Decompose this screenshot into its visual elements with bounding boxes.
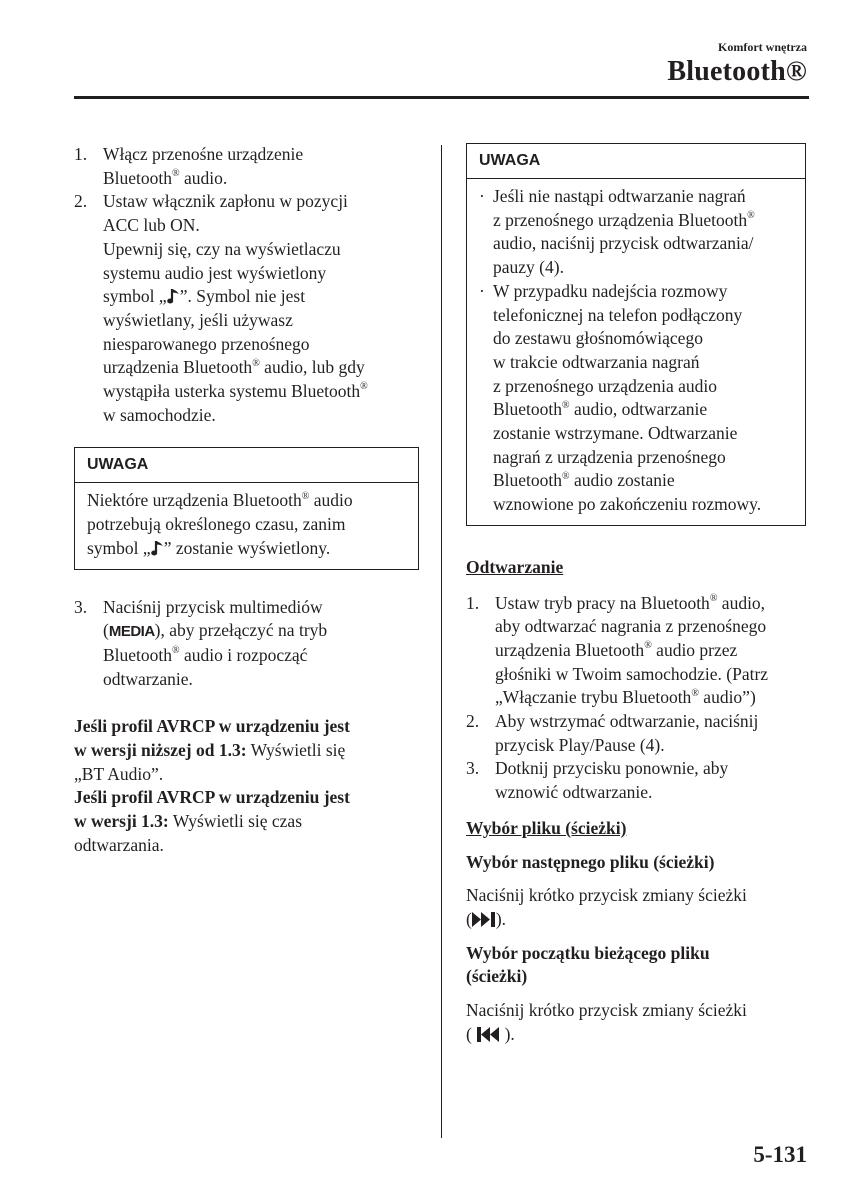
body-text: Naciśnij krótko przycisk zmiany ścieżki: [466, 1000, 747, 1021]
avrcp-condition: w wersji niższej od 1.3:: [74, 740, 247, 761]
step-text: Upewnij się, czy na wyświetlaczu: [103, 238, 341, 259]
step-text: audio przez: [651, 639, 738, 660]
step-text: aby odtwarzać nagrania z przenośnego: [495, 616, 767, 637]
avrcp-13: [74, 786, 419, 857]
step-text: Ustaw tryb pracy na Bluetooth: [495, 592, 710, 613]
note-text: audio zostanie: [569, 470, 675, 491]
playback-step-3: [466, 757, 806, 804]
step-text: Bluetooth: [103, 167, 173, 188]
registered-mark: ®: [562, 399, 570, 411]
note-text: Bluetooth: [493, 470, 563, 491]
body-text: ).: [495, 908, 507, 929]
section-heading-playback: Odtwarzanie: [466, 556, 564, 577]
registered-mark: ®: [360, 381, 368, 393]
avrcp-result: Wyświetli się czas: [168, 811, 303, 832]
step-text: systemu audio jest wyświetlony: [103, 262, 327, 283]
registered-mark: ®: [252, 357, 260, 369]
page-number: 5-131: [753, 1142, 807, 1167]
step-text: audio i rozpocząć: [179, 644, 308, 665]
step-text: urządzenia Bluetooth: [103, 357, 253, 378]
subheading-text: Wybór początku bieżącego pliku: [466, 942, 710, 963]
step-text: niesparowanego przenośnego: [103, 333, 310, 354]
step-text: wyświetlany, jeśli używasz: [103, 309, 293, 330]
header-rule: [74, 96, 809, 99]
previous-track-icon: [476, 1027, 500, 1042]
note-text: Niektóre urządzenia Bluetooth: [87, 490, 302, 511]
registered-mark: ®: [172, 645, 180, 657]
registered-mark: ®: [709, 592, 718, 604]
step-text: odtwarzanie.: [103, 668, 193, 689]
note-text: W przypadku nadejścia rozmowy: [493, 280, 728, 301]
step-text: Ustaw włącznik zapłonu w pozycji: [103, 191, 348, 212]
step-text: wystąpiła usterka systemu Bluetooth: [103, 381, 361, 402]
step-text: audio”): [698, 687, 756, 708]
note-text: nagrań z urządzenia przenośnego: [493, 446, 726, 467]
avrcp-condition: Jeśli profil AVRCP w urządzeniu jest: [74, 716, 350, 737]
step-text: audio,: [717, 592, 766, 613]
subheading-next-file: Wybór następnego pliku (ścieżki): [466, 851, 715, 872]
registered-mark: ®: [747, 209, 755, 221]
note-text: audio, naciśnij przycisk odtwarzania/: [493, 233, 754, 254]
note-text: Jeśli nie nastąpi odtwarzanie nagrań: [493, 186, 746, 206]
start-of-file-text: [466, 999, 806, 1046]
media-steps: [74, 596, 419, 692]
note-box: [466, 143, 806, 526]
setup-steps: [74, 143, 419, 427]
playback-step-2: [466, 710, 806, 757]
step-text: (: [103, 620, 109, 641]
step-text: ”. Symbol nie jest: [179, 286, 306, 307]
note-bullets: [477, 185, 793, 517]
step-number: 2.: [74, 191, 88, 212]
page-title: Bluetooth®: [667, 56, 807, 87]
note-text: symbol „: [87, 537, 151, 558]
left-column: [74, 143, 419, 858]
body-text: (: [466, 1023, 477, 1044]
body-text: (: [466, 908, 472, 929]
avrcp-condition: w wersji 1.3:: [74, 811, 169, 832]
note-text: zostanie wstrzymane. Odtwarzanie: [493, 423, 738, 444]
avrcp-below-13: [74, 715, 419, 786]
avrcp-result: odtwarzania.: [74, 834, 164, 855]
note-text: telefonicznej na telefon podłączony: [493, 304, 743, 325]
note-text: z przenośnego urządzenia audio: [493, 375, 717, 396]
body-text: ).: [500, 1023, 515, 1044]
note-text: do zestawu głośnomówiącego: [493, 328, 703, 349]
media-button-label: MEDIA: [108, 623, 155, 641]
note-text: audio: [309, 490, 353, 511]
playback-step-1: [466, 592, 806, 711]
note-body: [467, 179, 805, 525]
step-text: ACC lub ON.: [103, 215, 200, 236]
step-text: Bluetooth: [103, 644, 173, 665]
step-3: [74, 596, 419, 692]
note-box: [74, 447, 419, 569]
section-heading-file-select: Wybór pliku (ścieżki): [466, 817, 627, 838]
step-text: w samochodzie.: [103, 404, 216, 425]
step-number: 3.: [466, 758, 480, 779]
step-text: wznowić odtwarzanie.: [495, 782, 653, 803]
note-text: ” zostanie wyświetlony.: [163, 537, 331, 558]
step-number: 3.: [74, 596, 88, 617]
step-text: Naciśnij przycisk multimediów: [103, 596, 323, 617]
note-body: [75, 483, 418, 568]
note-text: z przenośnego urządzenia Bluetooth: [493, 209, 748, 230]
avrcp-result: Wyświetli się: [246, 740, 346, 761]
step-1: [74, 143, 419, 190]
step-number: 1.: [74, 144, 88, 164]
right-column: [466, 143, 806, 1047]
step-number: 2.: [466, 711, 480, 732]
step-text: audio.: [179, 167, 228, 188]
step-number: 1.: [466, 592, 480, 613]
step-text: Aby wstrzymać odtwarzanie, naciśnij: [495, 711, 759, 732]
step-text: Włącz przenośne urządzenie: [103, 144, 304, 164]
column-divider: [441, 145, 442, 1138]
section-title: Komfort wnętrza: [718, 40, 807, 54]
music-note-icon: [167, 288, 180, 305]
step-text: przycisk Play/Pause (4).: [495, 734, 665, 755]
step-text: ), aby przełączyć na tryb: [154, 620, 328, 641]
note-text: wznowione po zakończeniu rozmowy.: [493, 494, 762, 515]
step-text: Dotknij przycisku ponownie, aby: [495, 758, 729, 779]
registered-mark: ®: [301, 490, 310, 502]
subheading-text: (ścieżki): [466, 966, 528, 987]
note-heading: UWAGA: [467, 144, 805, 179]
next-file-text: [466, 884, 806, 931]
registered-mark: ®: [172, 167, 180, 179]
note-text: w trakcie odtwarzania nagrań: [493, 351, 700, 372]
note-heading: UWAGA: [75, 448, 418, 483]
avrcp-result: „BT Audio”.: [74, 763, 164, 784]
note-text: pauzy (4).: [493, 257, 564, 278]
playback-steps: [466, 592, 806, 805]
step-text: „Włączanie trybu Bluetooth: [495, 687, 692, 708]
step-text: głośniki w Twoim samochodzie. (Patrz: [495, 663, 769, 684]
note-text: Bluetooth: [493, 399, 563, 420]
note-text: potrzebują określonego czasu, zanim: [87, 514, 346, 535]
note-text: audio, odtwarzanie: [569, 399, 708, 420]
subheading-start-of-file: [466, 942, 806, 989]
note-bullet: [477, 280, 793, 517]
registered-mark: ®: [562, 470, 570, 482]
note-bullet: [477, 185, 793, 280]
step-text: urządzenia Bluetooth: [495, 639, 645, 660]
next-track-icon: [472, 912, 496, 927]
registered-mark: ®: [644, 640, 652, 652]
step-text: audio, lub gdy: [259, 357, 365, 378]
music-note-icon: [151, 540, 164, 557]
avrcp-condition: Jeśli profil AVRCP w urządzeniu jest: [74, 787, 350, 808]
body-text: Naciśnij krótko przycisk zmiany ścieżki: [466, 885, 747, 906]
step-2: [74, 190, 419, 427]
step-text: symbol „: [103, 286, 167, 307]
registered-mark: ®: [691, 687, 699, 699]
